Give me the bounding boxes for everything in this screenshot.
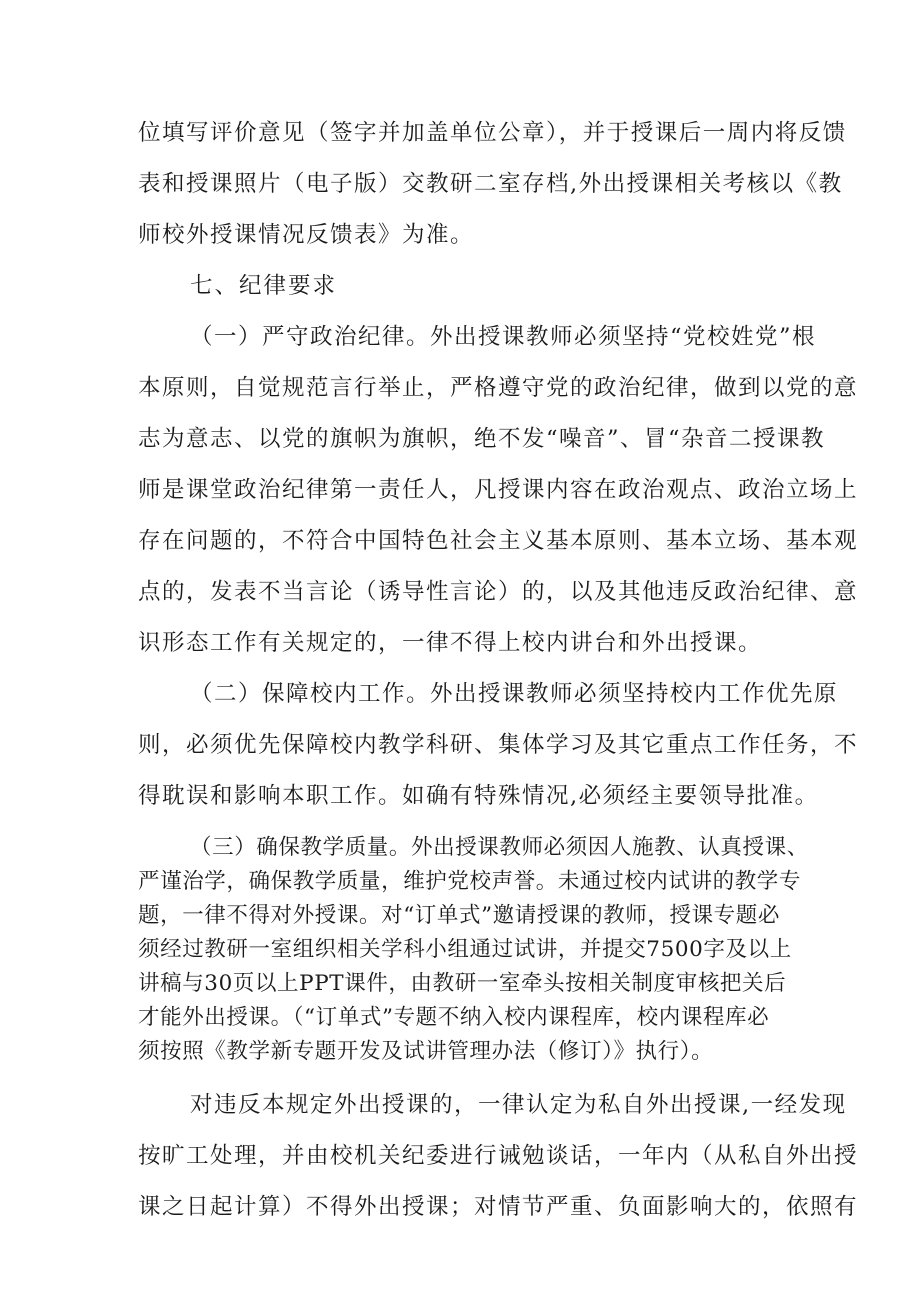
para4-line-3: 课之日起计算）不得外出授课；对情节严重、负面影响大的，依照有 bbox=[138, 1194, 859, 1220]
intro-line-1: 位填写评价意见（签字并加盖单位公章），并于授课后一周内将反馈 bbox=[138, 120, 847, 146]
para1-line-1: （一）严守政治纪律。外出授课教师必须坚持“党校姓党”根 bbox=[190, 324, 817, 350]
para4-line-1: 对违反本规定外出授课的，一律认定为私自外出授课,一经发现 bbox=[190, 1092, 847, 1118]
para1-line-5: 存在问题的，不符合中国特色社会主义基本原则、基本立场、基本观 bbox=[138, 528, 859, 554]
intro-line-3: 师校外授课情况反馈表》为准。 bbox=[138, 222, 475, 248]
para1-line-3: 志为意志、以党的旗帜为旗帜，绝不发“噪音”、冒“杂音二授课教 bbox=[138, 426, 826, 452]
para3-line-7: 须按照《教学新专题开发及试讲管理办法（修订）》执行）。 bbox=[138, 1039, 714, 1064]
para4-line-2: 按旷工处理，并由校机关纪委进行诫勉谈话，一年内（从私自外出授 bbox=[138, 1143, 859, 1169]
para2-line-1: （二）保障校内工作。外出授课教师必须坚持校内工作优先原 bbox=[190, 681, 839, 707]
intro-line-2: 表和授课照片（电子版）交教研二室存档,外出授课相关考核以《教 bbox=[138, 171, 843, 197]
para3-line-3: 题，一律不得对外授课。对“订单式”邀请授课的教师，授课专题必 bbox=[138, 903, 780, 928]
para3-line-2: 严谨治学，确保教学质量，维护党校声誉。未通过校内试讲的教学专 bbox=[138, 869, 802, 894]
para2-line-2: 则，必须优先保障校内教学科研、集体学习及其它重点工作任务，不 bbox=[138, 732, 859, 758]
para3-line-4: 须经过教研一室组织相关学科小组通过试讲，并提交7500字及以上 bbox=[138, 937, 792, 962]
para3-line-1: （三）确保教学质量。外出授课教师必须因人施教、认真授课、 bbox=[190, 835, 809, 860]
section-heading: 七、纪律要求 bbox=[190, 273, 338, 299]
para1-line-2: 本原则，自觉规范言行举止，严格遵守党的政治纪律，做到以党的意 bbox=[138, 375, 859, 401]
para1-line-6: 点的，发表不当言论（诱导性言论）的，以及其他违反政治纪律、意 bbox=[138, 579, 859, 605]
para3-line-6: 才能外出授课。（“订单式”专题不纳入校内课程库，校内课程库必 bbox=[138, 1005, 770, 1030]
para2-line-3: 得耽误和影响本职工作。如确有特殊情况,必须经主要领导批准。 bbox=[138, 783, 819, 809]
para3-line-5: 讲稿与30页以上PPT课件，由教研一室牵头按相关制度审核把关后 bbox=[138, 971, 787, 996]
para1-line-7: 识形态工作有关规定的，一律不得上校内讲台和外出授课。 bbox=[138, 630, 763, 656]
para1-line-4: 师是课堂政治纪律第一责任人，凡授课内容在政治观点、政治立场上 bbox=[138, 477, 859, 503]
